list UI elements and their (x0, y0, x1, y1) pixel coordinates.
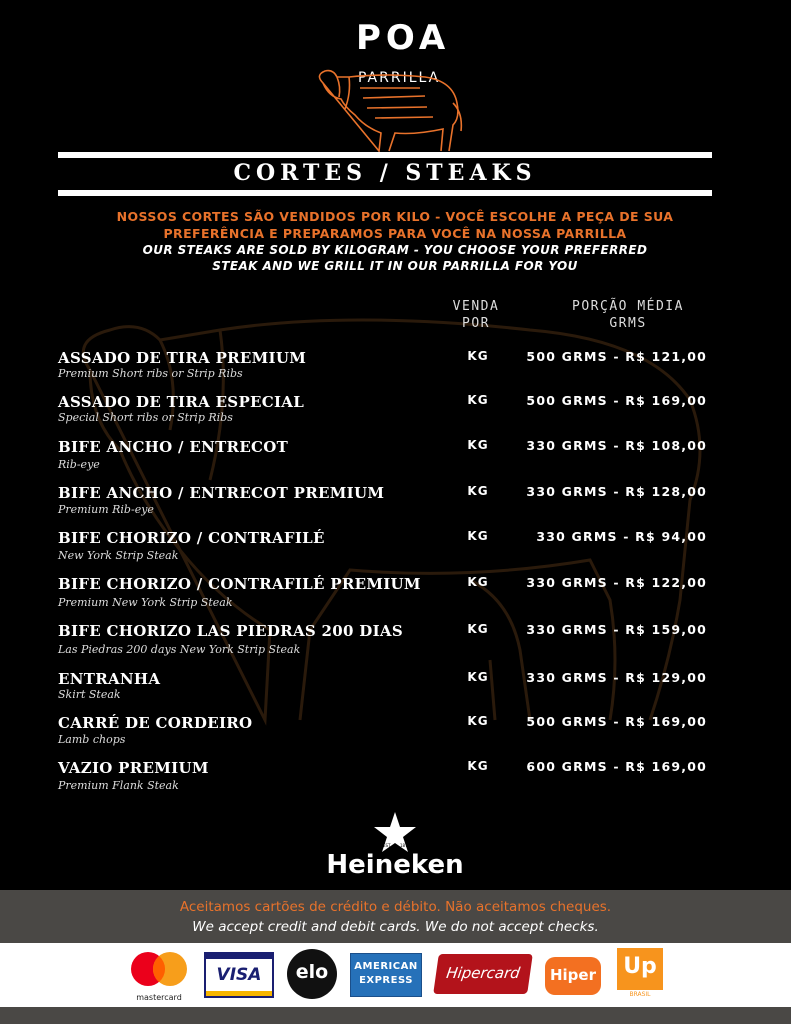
intro-pt-line1: NOSSOS CORTES SÃO VENDIDOS POR KILO - VOCÊ ESCOLHE A PEÇA DE SUA (116, 209, 674, 224)
item-description: Premium Short ribs or Strip Ribs (58, 367, 243, 380)
page-title: CORTES / STEAKS (233, 160, 537, 186)
item-price: 500 GRMS - R$ 121,00 (526, 349, 707, 364)
item-description: Las Piedras 200 days New York Strip Steak (58, 643, 301, 656)
item-description: Special Short ribs or Strip Ribs (58, 411, 233, 424)
heineken-logo (320, 810, 470, 885)
item-name: ASSADO DE TIRA PREMIUM (58, 349, 307, 367)
item-unit: KG (467, 575, 489, 589)
item-description: Skirt Steak (58, 688, 121, 701)
star-icon (372, 810, 418, 854)
item-price: 600 GRMS - R$ 169,00 (526, 759, 707, 774)
item-name: VAZIO PREMIUM (58, 759, 209, 777)
item-unit: KG (467, 622, 489, 636)
hipercard-logo (433, 954, 533, 994)
item-description: Premium Flank Steak (58, 779, 179, 792)
item-description: Premium New York Strip Steak (58, 596, 233, 609)
sponsor-est: EST. (383, 843, 392, 848)
payment-cards-band (0, 943, 791, 1007)
logo-name: POA (356, 18, 451, 58)
column-porcao-line2: GRMS (609, 316, 647, 331)
column-porcao (548, 298, 708, 332)
item-unit: KG (467, 759, 489, 773)
item-unit: KG (467, 714, 489, 728)
column-venda-line2: POR (462, 316, 490, 331)
mastercard-label: mastercard (136, 993, 182, 1002)
up-logo (617, 948, 663, 1000)
intro-en-line1: OUR STEAKS ARE SOLD BY KILOGRAM - YOU CHOOSE YOUR PREFERRED (142, 243, 648, 257)
title-bar-top (58, 152, 712, 158)
item-price: 500 GRMS - R$ 169,00 (526, 714, 707, 729)
footer-notice-band (0, 890, 791, 943)
bull-icon (315, 63, 465, 158)
logo-subtitle: PARRILLA (358, 70, 441, 86)
item-description: Premium Rib-eye (58, 503, 154, 516)
column-porcao-line1: PORÇÃO MÉDIA (572, 299, 684, 314)
item-price: 330 GRMS - R$ 122,00 (526, 575, 707, 590)
mastercard-icon (126, 949, 192, 989)
amex-label-1: AMERICAN (354, 961, 418, 972)
up-sub-label: BRASIL (629, 991, 651, 998)
item-description: New York Strip Steak (58, 549, 179, 562)
item-unit: KG (467, 438, 489, 452)
item-description: Rib-eye (58, 458, 100, 471)
title-bar-bottom (58, 190, 712, 196)
visa-label: VISA (216, 965, 262, 985)
item-price: 500 GRMS - R$ 169,00 (526, 393, 707, 408)
item-price: 330 GRMS - R$ 159,00 (526, 622, 707, 637)
column-venda-line1: VENDA (452, 299, 500, 314)
intro-pt-line2: PREFERÊNCIA E PREPARAMOS PARA VOCÊ NA NOSSA PARRILLA (163, 226, 627, 241)
visa-logo (204, 952, 274, 998)
column-venda (430, 298, 522, 332)
hipercard-label: Hipercard (445, 964, 522, 982)
intro-en-line2: STEAK AND WE GRILL IT IN OUR PARRILLA FOR YOU (212, 259, 578, 273)
hiper-label: Hiper (549, 966, 596, 984)
item-unit: KG (467, 393, 489, 407)
item-unit: KG (467, 529, 489, 543)
item-price: 330 GRMS - R$ 94,00 (536, 529, 707, 544)
item-name: BIFE CHORIZO LAS PIEDRAS 200 DIAS (58, 622, 403, 640)
hiper-logo (545, 957, 601, 995)
elo-logo (287, 949, 337, 999)
item-name: BIFE ANCHO / ENTRECOT (58, 438, 289, 456)
item-unit: KG (467, 484, 489, 498)
item-price: 330 GRMS - R$ 129,00 (526, 670, 707, 685)
item-name: CARRÉ DE CORDEIRO (58, 714, 253, 732)
footer-notice-pt: Aceitamos cartões de crédito e débito. Não aceitamos cheques. (179, 899, 612, 915)
up-label: Up (623, 954, 657, 979)
item-name: BIFE CHORIZO / CONTRAFILÉ PREMIUM (58, 575, 421, 593)
item-price: 330 GRMS - R$ 108,00 (526, 438, 707, 453)
item-unit: KG (467, 349, 489, 363)
mastercard-logo (126, 949, 192, 1003)
item-name: BIFE CHORIZO / CONTRAFILÉ (58, 529, 325, 547)
sponsor-year: 1873 (400, 843, 411, 848)
bottom-band (0, 1007, 791, 1024)
item-name: ENTRANHA (58, 670, 161, 688)
elo-label: elo (295, 961, 329, 983)
sponsor-name: Heineken (326, 850, 464, 880)
up-badge (617, 948, 663, 990)
amex-logo (350, 953, 422, 997)
item-name: BIFE ANCHO / ENTRECOT PREMIUM (58, 484, 385, 502)
amex-label-2: EXPRESS (359, 975, 413, 986)
item-description: Lamb chops (58, 733, 126, 746)
item-name: ASSADO DE TIRA ESPECIAL (58, 393, 305, 411)
footer-notice-en: We accept credit and debit cards. We do not accept checks. (192, 919, 599, 935)
item-price: 330 GRMS - R$ 128,00 (526, 484, 707, 499)
restaurant-logo (300, 18, 480, 143)
item-unit: KG (467, 670, 489, 684)
